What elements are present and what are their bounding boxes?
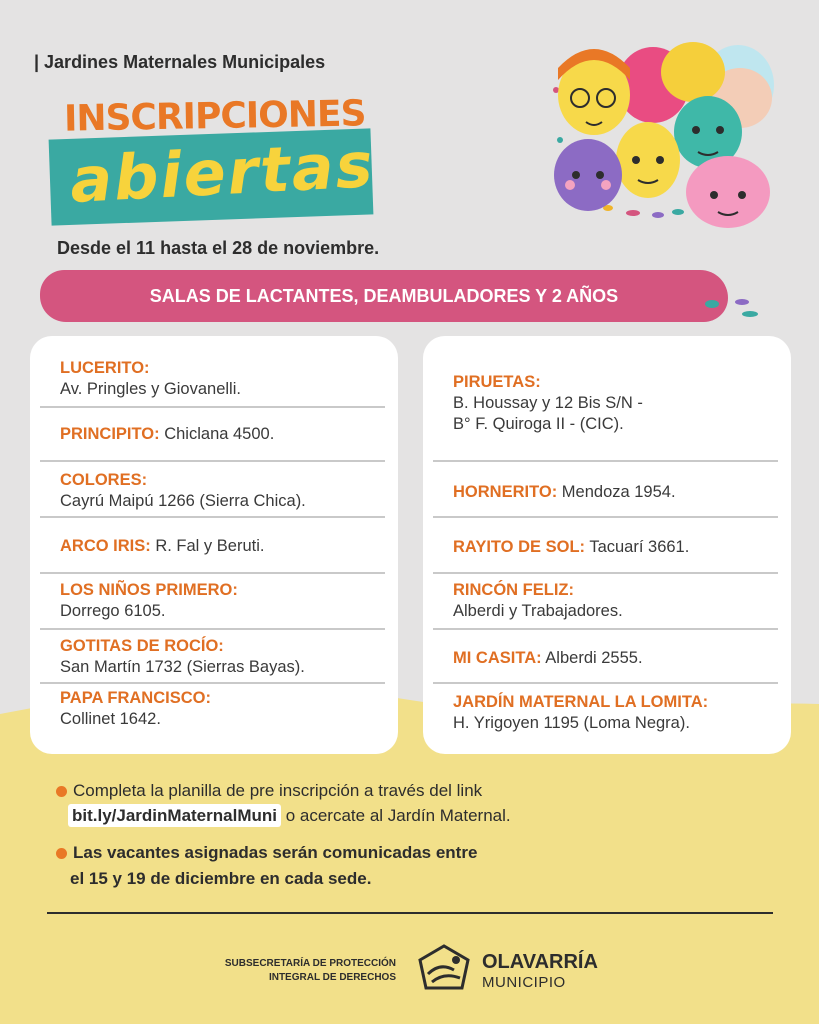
- kindergarten-address: Alberdi y Trabajadores.: [453, 602, 623, 620]
- kindergarten-name: PRINCIPITO:: [60, 425, 160, 443]
- list-item: [60, 424, 385, 445]
- list-item: [60, 470, 385, 512]
- divider: [433, 628, 778, 630]
- info-line-2: [68, 806, 511, 826]
- subsecretaria-line: INTEGRAL DE DERECHOS: [268, 972, 396, 983]
- divider: [40, 682, 385, 684]
- divider: [433, 516, 778, 518]
- info-text: o acercate al Jardín Maternal.: [285, 806, 511, 825]
- divider: [40, 406, 385, 408]
- kindergarten-address: Chiclana 4500.: [164, 425, 275, 443]
- headline-inscripciones: INSCRIPCIONES: [63, 93, 366, 140]
- kindergarten-address: Collinet 1642.: [60, 710, 161, 728]
- kindergarten-address: B° F. Quiroga II - (CIC).: [453, 415, 624, 433]
- list-item: [453, 648, 778, 669]
- kindergarten-name: PIRUETAS:: [453, 373, 541, 391]
- divider: [40, 460, 385, 462]
- left-kindergartens-card: [30, 336, 398, 754]
- list-item: [60, 536, 385, 557]
- info-line-1: [56, 781, 482, 801]
- kindergarten-name: COLORES:: [60, 471, 148, 489]
- bullet-dot-icon: [56, 848, 67, 859]
- kindergarten-address: Dorrego 6105.: [60, 602, 166, 620]
- kindergarten-name: LUCERITO:: [60, 359, 150, 377]
- subsecretaria-label: [190, 957, 396, 985]
- right-kindergartens-card: [423, 336, 791, 754]
- list-item: [453, 692, 778, 734]
- kindergarten-address: Alberdi 2555.: [545, 649, 643, 667]
- rooms-banner-text: SALAS DE LACTANTES, DEAMBULADORES Y 2 AÑOS: [149, 285, 619, 306]
- list-item: [453, 482, 778, 503]
- list-item: [60, 636, 385, 678]
- info-line-3: [56, 843, 477, 863]
- page-subtitle: | Jardines Maternales Municipales: [34, 52, 326, 72]
- divider: [433, 460, 778, 462]
- kindergarten-name: RAYITO DE SOL:: [453, 538, 586, 556]
- municipality-name: OLAVARRÍA: [482, 951, 598, 973]
- kindergarten-name: LOS NIÑOS PRIMERO:: [60, 581, 238, 599]
- info-text: Completa la planilla de pre inscripción a través del link: [73, 781, 483, 800]
- kindergarten-address: Mendoza 1954.: [561, 483, 676, 501]
- kindergarten-name: JARDÍN MATERNAL LA LOMITA:: [453, 693, 709, 711]
- kindergarten-address: Cayrú Maipú 1266 (Sierra Chica).: [60, 492, 306, 510]
- kindergarten-name: PAPA FRANCISCO:: [60, 689, 211, 707]
- kindergarten-address: R. Fal y Beruti.: [155, 537, 265, 555]
- divider: [40, 628, 385, 630]
- kindergarten-name: ARCO IRIS:: [60, 537, 151, 555]
- kindergarten-address: B. Houssay y 12 Bis S/N -: [453, 394, 643, 412]
- municipality-subtitle: MUNICIPIO: [482, 974, 566, 991]
- divider: [433, 682, 778, 684]
- kindergarten-address: H. Yrigoyen 1195 (Loma Negra).: [453, 714, 690, 732]
- list-item: [453, 537, 778, 558]
- info-text: Las vacantes asignadas serán comunicadas entre: [73, 843, 478, 862]
- kindergarten-name: HORNERITO:: [453, 483, 558, 501]
- kindergarten-address: San Martín 1732 (Sierras Bayas).: [60, 658, 305, 676]
- info-line-4: el 15 y 19 de diciembre en cada sede.: [70, 869, 372, 888]
- list-item: [60, 580, 385, 622]
- subsecretaria-line: SUBSECRETARÍA DE PROTECCIÓN: [224, 958, 396, 969]
- registration-link[interactable]: bit.ly/JardinMaternalMuni: [68, 804, 281, 827]
- list-item: [60, 688, 385, 730]
- bullet-dot-icon: [56, 786, 67, 797]
- list-item: [453, 580, 778, 622]
- list-item: [453, 372, 778, 435]
- faces-illustration: [548, 30, 778, 230]
- kindergarten-name: MI CASITA:: [453, 649, 542, 667]
- headline-abiertas: abiertas: [68, 128, 377, 217]
- kindergarten-name: GOTITAS DE ROCÍO:: [60, 637, 224, 655]
- divider: [40, 516, 385, 518]
- kindergarten-address: Tacuarí 3661.: [589, 538, 690, 556]
- footer-divider: [47, 912, 773, 914]
- divider: [433, 572, 778, 574]
- list-item: [60, 358, 385, 400]
- inscription-dates: Desde el 11 hasta el 28 de noviembre.: [57, 238, 380, 258]
- rooms-banner: [40, 270, 728, 322]
- kindergarten-name: RINCÓN FELIZ:: [453, 581, 574, 599]
- banner-decoration: [700, 292, 760, 322]
- olavarria-logo-icon: [414, 940, 474, 996]
- kindergarten-address: Av. Pringles y Giovanelli.: [60, 380, 241, 398]
- divider: [40, 572, 385, 574]
